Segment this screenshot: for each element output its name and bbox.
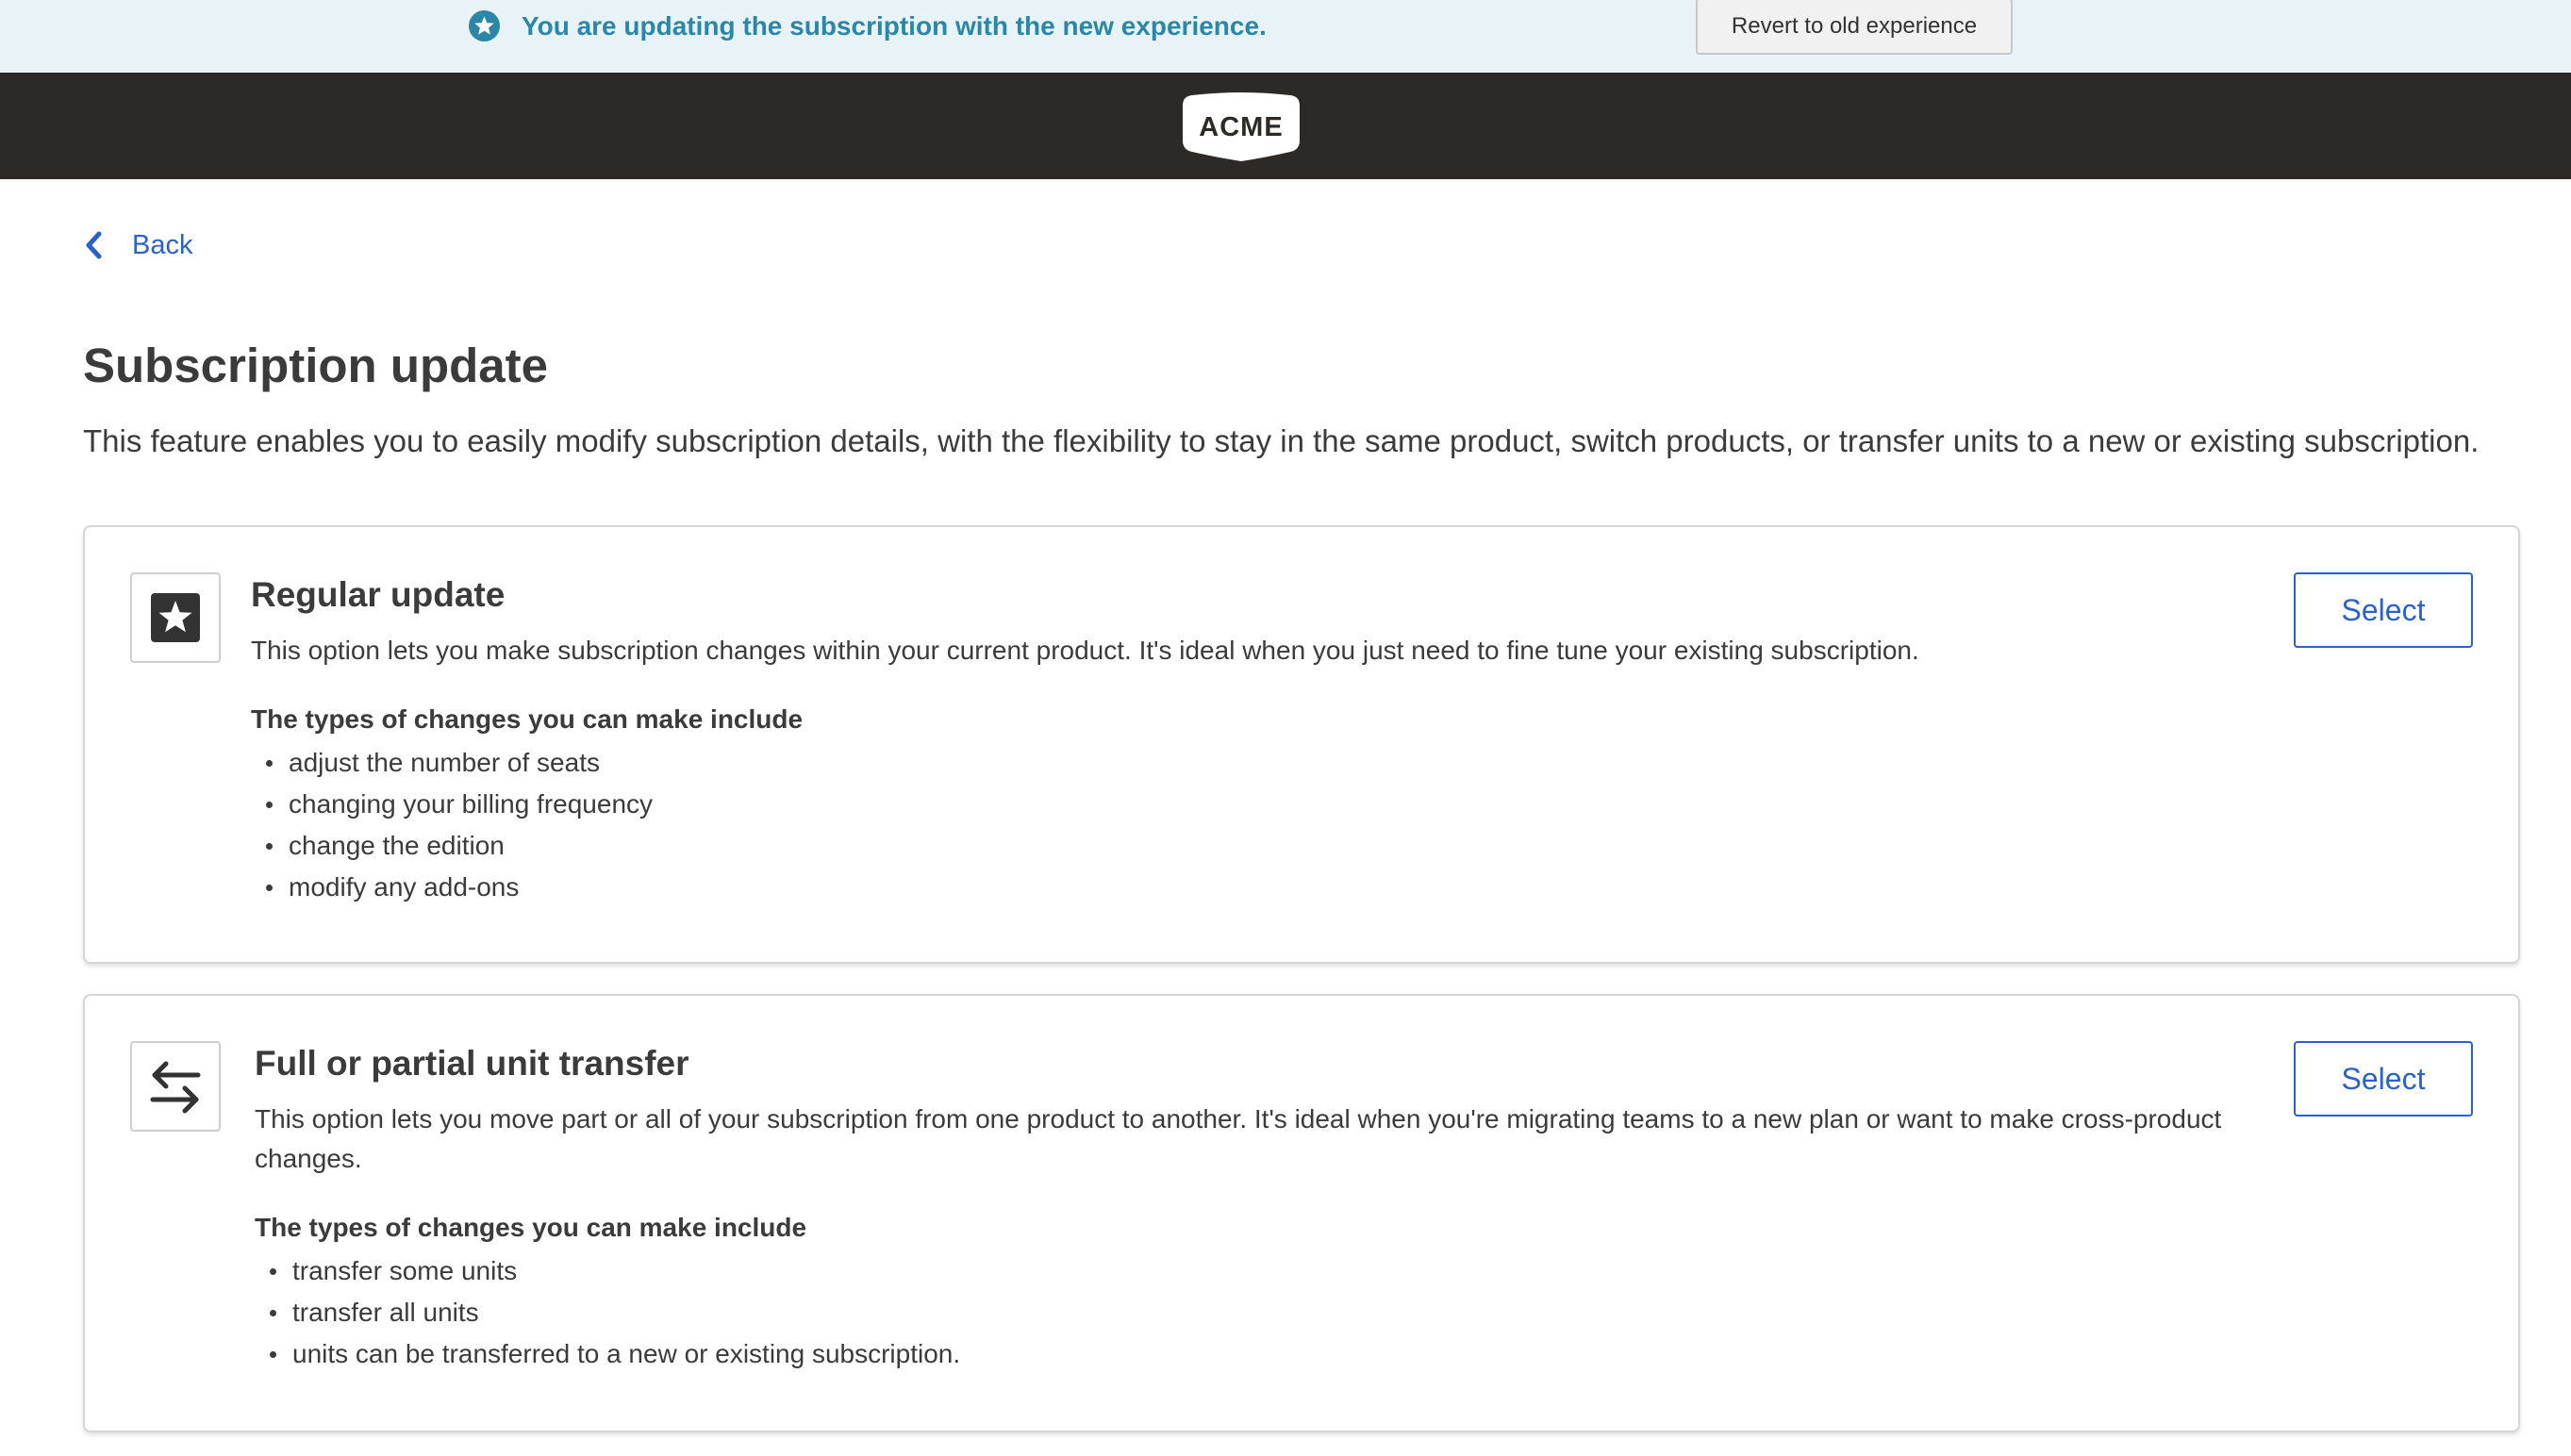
transfer-arrows-icon	[145, 1056, 206, 1117]
option-title: Full or partial unit transfer	[255, 1044, 689, 1083]
option-card-regular-update	[83, 525, 2520, 964]
logo-text: ACME	[1199, 111, 1284, 142]
list-item: changing your billing frequency	[251, 784, 653, 825]
page-title: Subscription update	[83, 339, 549, 392]
back-label: Back	[132, 229, 193, 260]
option-description: This option lets you make subscription changes within your current product. It's ideal when you just need to fine tune your existing subscription.	[251, 636, 1919, 665]
option-change-list	[251, 742, 653, 908]
list-item: units can be transferred to a new or existing subscription.	[255, 1333, 960, 1375]
option-card-unit-transfer	[83, 994, 2520, 1432]
star-square-icon	[147, 589, 204, 646]
list-item: transfer all units	[255, 1292, 960, 1333]
select-regular-update-button[interactable]: Select	[2294, 572, 2473, 648]
star-circle-icon	[468, 9, 501, 42]
revert-to-old-experience-button[interactable]: Revert to old experience	[1696, 0, 2013, 55]
list-item: transfer some units	[255, 1250, 960, 1292]
option-description: This option lets you move part or all of your subscription from one product to another. It's ideal when you're migrating teams to a new plan or want to make cross-product changes.	[255, 1104, 2222, 1173]
option-list-heading: The types of changes you can make include	[251, 704, 804, 734]
acme-logo[interactable]	[1179, 91, 1303, 163]
chevron-left-icon	[83, 230, 104, 260]
option-icon-frame	[130, 1041, 221, 1132]
back-link[interactable]	[83, 226, 192, 264]
list-item: adjust the number of seats	[251, 742, 653, 784]
notice-message: You are updating the subscription with the new experience.	[522, 11, 1267, 41]
option-icon-frame	[130, 572, 221, 663]
select-unit-transfer-button[interactable]: Select	[2294, 1041, 2473, 1117]
list-item: modify any add-ons	[251, 867, 653, 908]
option-change-list	[255, 1250, 960, 1375]
option-list-heading: The types of changes you can make include	[255, 1213, 807, 1242]
list-item: change the edition	[251, 825, 653, 867]
option-title: Regular update	[251, 575, 506, 614]
page-description: This feature enables you to easily modify subscription details, with the flexibility to stay in the same product, switch products, or transfer units to a new or existing subscription.	[83, 423, 2480, 458]
site-header	[0, 73, 2571, 179]
notice-banner	[0, 0, 2571, 73]
